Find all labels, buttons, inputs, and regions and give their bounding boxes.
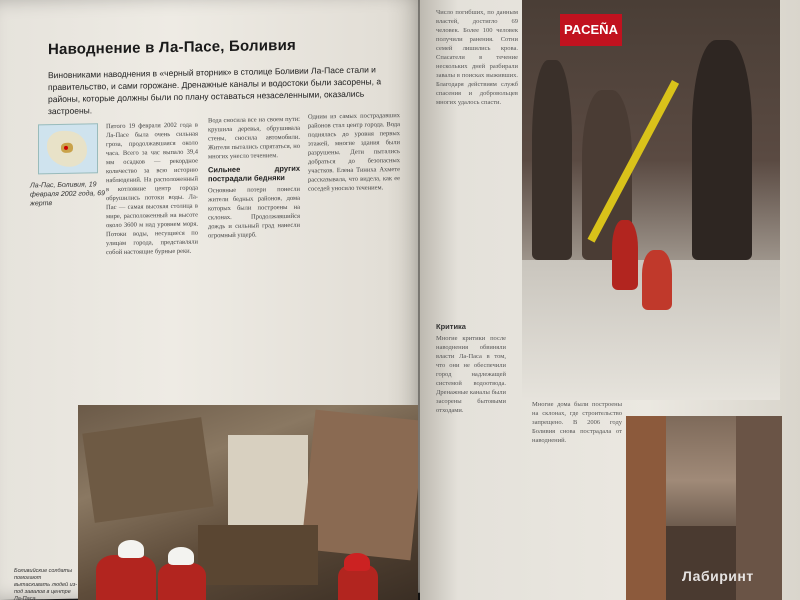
col2b-text: Основные потери понесли жители бедных районов, дома которых были построены на склонах. Продолжавшийся дождь и сильный град нанесли огромный ущерб. <box>208 185 300 240</box>
rcol2-text: Многие критики после наводнения обвиняли власти Ла-Паса в том, что они не обеспечили город надлежащей системой водоотвода. Дренажные каналы были засорены бытовыми отходами. <box>436 335 506 414</box>
watermark-logo: Лабиринт <box>682 568 754 584</box>
article-title: Наводнение в Ла-Пасе, Боливия <box>48 36 296 59</box>
rubble-block <box>301 410 418 561</box>
debris-pile <box>666 526 736 600</box>
helmet-icon <box>344 553 370 571</box>
rubble-block <box>82 417 213 523</box>
helmet-icon <box>168 547 194 565</box>
rescuer-figure <box>612 220 638 290</box>
helmet-icon <box>118 540 144 558</box>
building-wall <box>626 416 666 600</box>
right-text-column-3 <box>532 400 622 595</box>
col2-heading: Сильнее других пострадали бедняки <box>208 163 300 184</box>
rcol2-heading: Критика <box>436 322 466 331</box>
right-text-column-2 <box>436 318 506 558</box>
col3-text: Одним из самых пострадавших районов стал центр города. Вода поднялась до уровня первых этажей, многие здания были разрушены. Дети пытались добраться до безопасных участков. Елена Тиниха Ахмете рассказывала, что видела, как ее соседей уносило течением. <box>308 112 400 193</box>
rcol1-text: Число погибших, по данным властей, достигло 69 человек. Более 100 человек получили ранения. Сотни семей лишились крова. Спасатели в течение нескольких дней разбирали завалы в поисках выживших. Благодаря действиям служб спасения и добровольцев многих удалось спасти. <box>436 9 518 106</box>
rubble-block <box>198 525 318 585</box>
text-column-3 <box>308 111 400 353</box>
rescue-photo <box>78 405 418 600</box>
col2-text: Вода сносила все на своем пути: крушила деревья, обрушивала стены, сносила автомобили. Жители пытались спрятаться, но многих унесло течением. <box>208 115 300 161</box>
location-map <box>38 123 98 174</box>
text-column-2 <box>208 115 300 357</box>
text-column-1 <box>106 121 198 391</box>
photo-caption: Боливийские солдаты помогают вытаскивать людей из-под завалов в центре Ла-Паса <box>14 568 78 600</box>
crowd-figure <box>692 40 752 260</box>
rescuer-figure <box>96 555 156 600</box>
col1-text: Пятого 19 февраля 2002 года в Ла-Пасе была очень сильная гроза, продолжавшаяся около часа. Всего за час выпало 39,4 мм осадков — рекордное количество за всю историю наблюдений. На расположенный в котловине центр города обрушились потоки воды. Ла-Пас — самая высокая столица в мире, расположенный на высоте около 3600 м над уровнем моря. Потоки воды, несущиеся по улицам города, представляли собой настоящие бурные реки. <box>106 121 198 257</box>
rescuer-figure <box>642 250 672 310</box>
article-lead: Виновниками наводнения в «черный вторник» в столице Боливии Ла-Пасе стали и правительство, и сами горожане. Дренажные каналы и водостоки были засорены, а районы, которые должны были по плану оставаться незаселенными, оказались застроены. <box>48 64 382 117</box>
crowd-figure <box>532 60 572 260</box>
rcol3-text: Многие дома были построены на склонах, где строительство запрещено. В 2006 году Боливия снова пострадала от наводнений. <box>532 401 622 444</box>
rescuer-figure <box>158 563 206 600</box>
right-text-column-1 <box>436 8 518 288</box>
map-caption: Ла-Пас, Боливия, 19 февраля 2002 года, 69 жертв <box>30 181 106 208</box>
crowd-photo <box>522 0 780 400</box>
shop-sign: PACEÑA <box>560 14 622 46</box>
